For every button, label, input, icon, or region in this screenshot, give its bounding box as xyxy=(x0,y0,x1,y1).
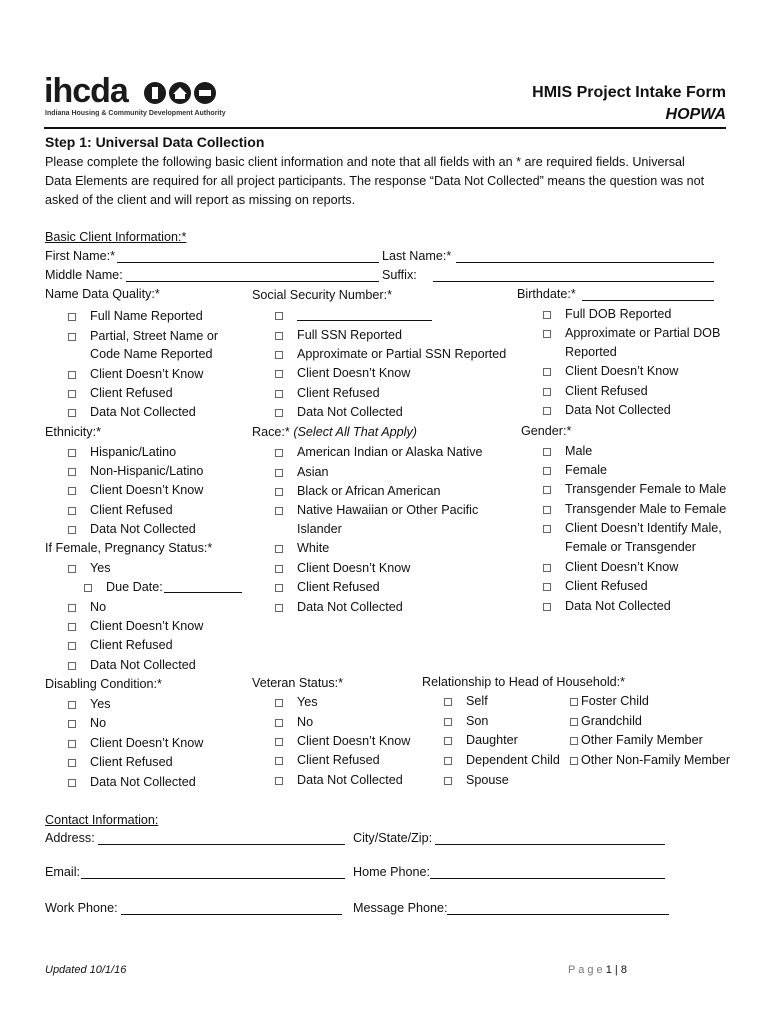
checkbox[interactable] xyxy=(84,584,92,592)
checkbox[interactable] xyxy=(68,759,76,767)
checkbox[interactable] xyxy=(543,506,551,514)
message-phone-field[interactable] xyxy=(447,902,669,915)
middle-name-label: Middle Name: xyxy=(45,268,123,282)
birthdate-field[interactable] xyxy=(582,288,714,301)
contact-heading: Contact Information: xyxy=(45,813,159,827)
checkbox[interactable] xyxy=(444,718,452,726)
checkbox[interactable] xyxy=(275,757,283,765)
veteran-label: Veteran Status:* xyxy=(252,676,344,690)
ssn-field[interactable] xyxy=(297,308,432,321)
checkbox[interactable] xyxy=(275,507,283,515)
checkbox[interactable] xyxy=(68,662,76,670)
checkbox[interactable] xyxy=(68,371,76,379)
checkbox[interactable] xyxy=(275,469,283,477)
logo-icons xyxy=(143,80,221,113)
checkbox[interactable] xyxy=(68,720,76,728)
checkbox[interactable] xyxy=(68,313,76,321)
page-separator: | xyxy=(614,964,618,976)
updated-date: Updated 10/1/16 xyxy=(45,964,127,976)
checkbox[interactable] xyxy=(68,468,76,476)
checkbox[interactable] xyxy=(68,565,76,573)
ethnicity-label: Ethnicity:* xyxy=(45,425,101,439)
checkbox[interactable] xyxy=(275,351,283,359)
checkbox[interactable] xyxy=(68,623,76,631)
suffix-label: Suffix: xyxy=(382,268,417,282)
checkbox[interactable] xyxy=(543,448,551,456)
checkbox[interactable] xyxy=(68,642,76,650)
checkbox[interactable] xyxy=(444,757,452,765)
email-label: Email: xyxy=(45,865,80,879)
race-label-text: Race:* xyxy=(252,425,290,439)
middle-name-field[interactable] xyxy=(126,269,379,282)
pregnancy-label: If Female, Pregnancy Status:* xyxy=(45,541,213,555)
checkbox[interactable] xyxy=(275,699,283,707)
checkbox[interactable] xyxy=(68,333,76,341)
checkbox[interactable] xyxy=(543,603,551,611)
checkbox[interactable] xyxy=(68,604,76,612)
checkbox[interactable] xyxy=(68,701,76,709)
checkbox[interactable] xyxy=(570,698,578,706)
program-name: HOPWA xyxy=(665,106,726,123)
due-date-field[interactable] xyxy=(164,580,242,593)
checkbox[interactable] xyxy=(543,330,551,338)
basic-info-heading: Basic Client Information:* xyxy=(45,230,187,244)
checkbox[interactable] xyxy=(275,312,283,320)
checkbox[interactable] xyxy=(275,545,283,553)
checkbox[interactable] xyxy=(275,409,283,417)
form-title: HMIS Project Intake Form xyxy=(532,84,726,101)
checkbox[interactable] xyxy=(275,738,283,746)
checkbox[interactable] xyxy=(68,779,76,787)
city-field[interactable] xyxy=(435,832,665,845)
checkbox[interactable] xyxy=(543,311,551,319)
checkbox[interactable] xyxy=(444,777,452,785)
last-name-label: Last Name:* xyxy=(382,249,452,263)
checkbox[interactable] xyxy=(68,740,76,748)
checkbox[interactable] xyxy=(275,584,283,592)
checkbox[interactable] xyxy=(444,737,452,745)
checkbox[interactable] xyxy=(543,525,551,533)
email-field[interactable] xyxy=(81,866,345,879)
disabling-label: Disabling Condition:* xyxy=(45,677,162,691)
checkbox[interactable] xyxy=(68,390,76,398)
checkbox[interactable] xyxy=(68,526,76,534)
checkbox[interactable] xyxy=(275,390,283,398)
work-phone-field[interactable] xyxy=(121,902,342,915)
logo-subtitle: Indiana Housing & Community Development Authority xyxy=(45,110,226,117)
logo-emblem-icon xyxy=(143,80,221,108)
page-current: 1 xyxy=(605,964,612,976)
checkbox[interactable] xyxy=(275,370,283,378)
race-hint: (Select All That Apply) xyxy=(293,425,417,439)
first-name-label: First Name:* xyxy=(45,249,115,263)
checkbox[interactable] xyxy=(543,368,551,376)
checkbox[interactable] xyxy=(570,718,578,726)
intro-line-2: Data Elements are required for all project participants. The response “Data Not Collected” means the question was not xyxy=(45,174,705,188)
suffix-field[interactable] xyxy=(433,269,714,282)
first-name-field[interactable] xyxy=(117,250,379,263)
checkbox[interactable] xyxy=(68,449,76,457)
name-quality-label: Name Data Quality:* xyxy=(45,287,160,301)
header-divider xyxy=(44,127,726,129)
checkbox[interactable] xyxy=(543,407,551,415)
address-field[interactable] xyxy=(98,832,345,845)
checkbox[interactable] xyxy=(68,409,76,417)
home-phone-field[interactable] xyxy=(430,866,665,879)
page-number xyxy=(568,964,627,976)
checkbox[interactable] xyxy=(275,565,283,573)
checkbox[interactable] xyxy=(275,777,283,785)
logo xyxy=(44,72,128,111)
checkbox[interactable] xyxy=(68,507,76,515)
work-phone-label: Work Phone: xyxy=(45,901,118,915)
message-phone-label: Message Phone: xyxy=(353,901,448,915)
intro-line-1: Please complete the following basic client information and note that all fields with an * are required fields. Universal xyxy=(45,155,685,169)
checkbox[interactable] xyxy=(543,486,551,494)
checkbox[interactable] xyxy=(543,388,551,396)
address-label: Address: xyxy=(45,831,95,845)
home-phone-label: Home Phone: xyxy=(353,865,431,879)
checkbox[interactable] xyxy=(543,583,551,591)
checkbox[interactable] xyxy=(570,737,578,745)
intro-line-3: asked of the client and will report as missing on reports. xyxy=(45,193,356,207)
checkbox[interactable] xyxy=(543,467,551,475)
checkbox[interactable] xyxy=(275,488,283,496)
page-word: P a g e xyxy=(568,964,603,976)
page-total: 8 xyxy=(620,964,627,976)
relationship-label: Relationship to Head of Household:* xyxy=(422,675,626,689)
ssn-label: Social Security Number:* xyxy=(252,288,392,302)
checkbox[interactable] xyxy=(275,449,283,457)
checkbox[interactable] xyxy=(68,487,76,495)
checkbox[interactable] xyxy=(444,698,452,706)
birthdate-label: Birthdate:* xyxy=(517,287,576,301)
gender-label: Gender:* xyxy=(521,424,572,438)
race-label xyxy=(252,425,417,440)
checkbox[interactable] xyxy=(543,564,551,572)
checkbox[interactable] xyxy=(275,719,283,727)
checkbox[interactable] xyxy=(275,332,283,340)
city-label: City/State/Zip: xyxy=(353,831,433,845)
checkbox[interactable] xyxy=(570,757,578,765)
last-name-field[interactable] xyxy=(456,250,714,263)
step-title: Step 1: Universal Data Collection xyxy=(45,134,265,150)
checkbox[interactable] xyxy=(275,604,283,612)
logo-wordmark: ihcda xyxy=(44,72,128,110)
